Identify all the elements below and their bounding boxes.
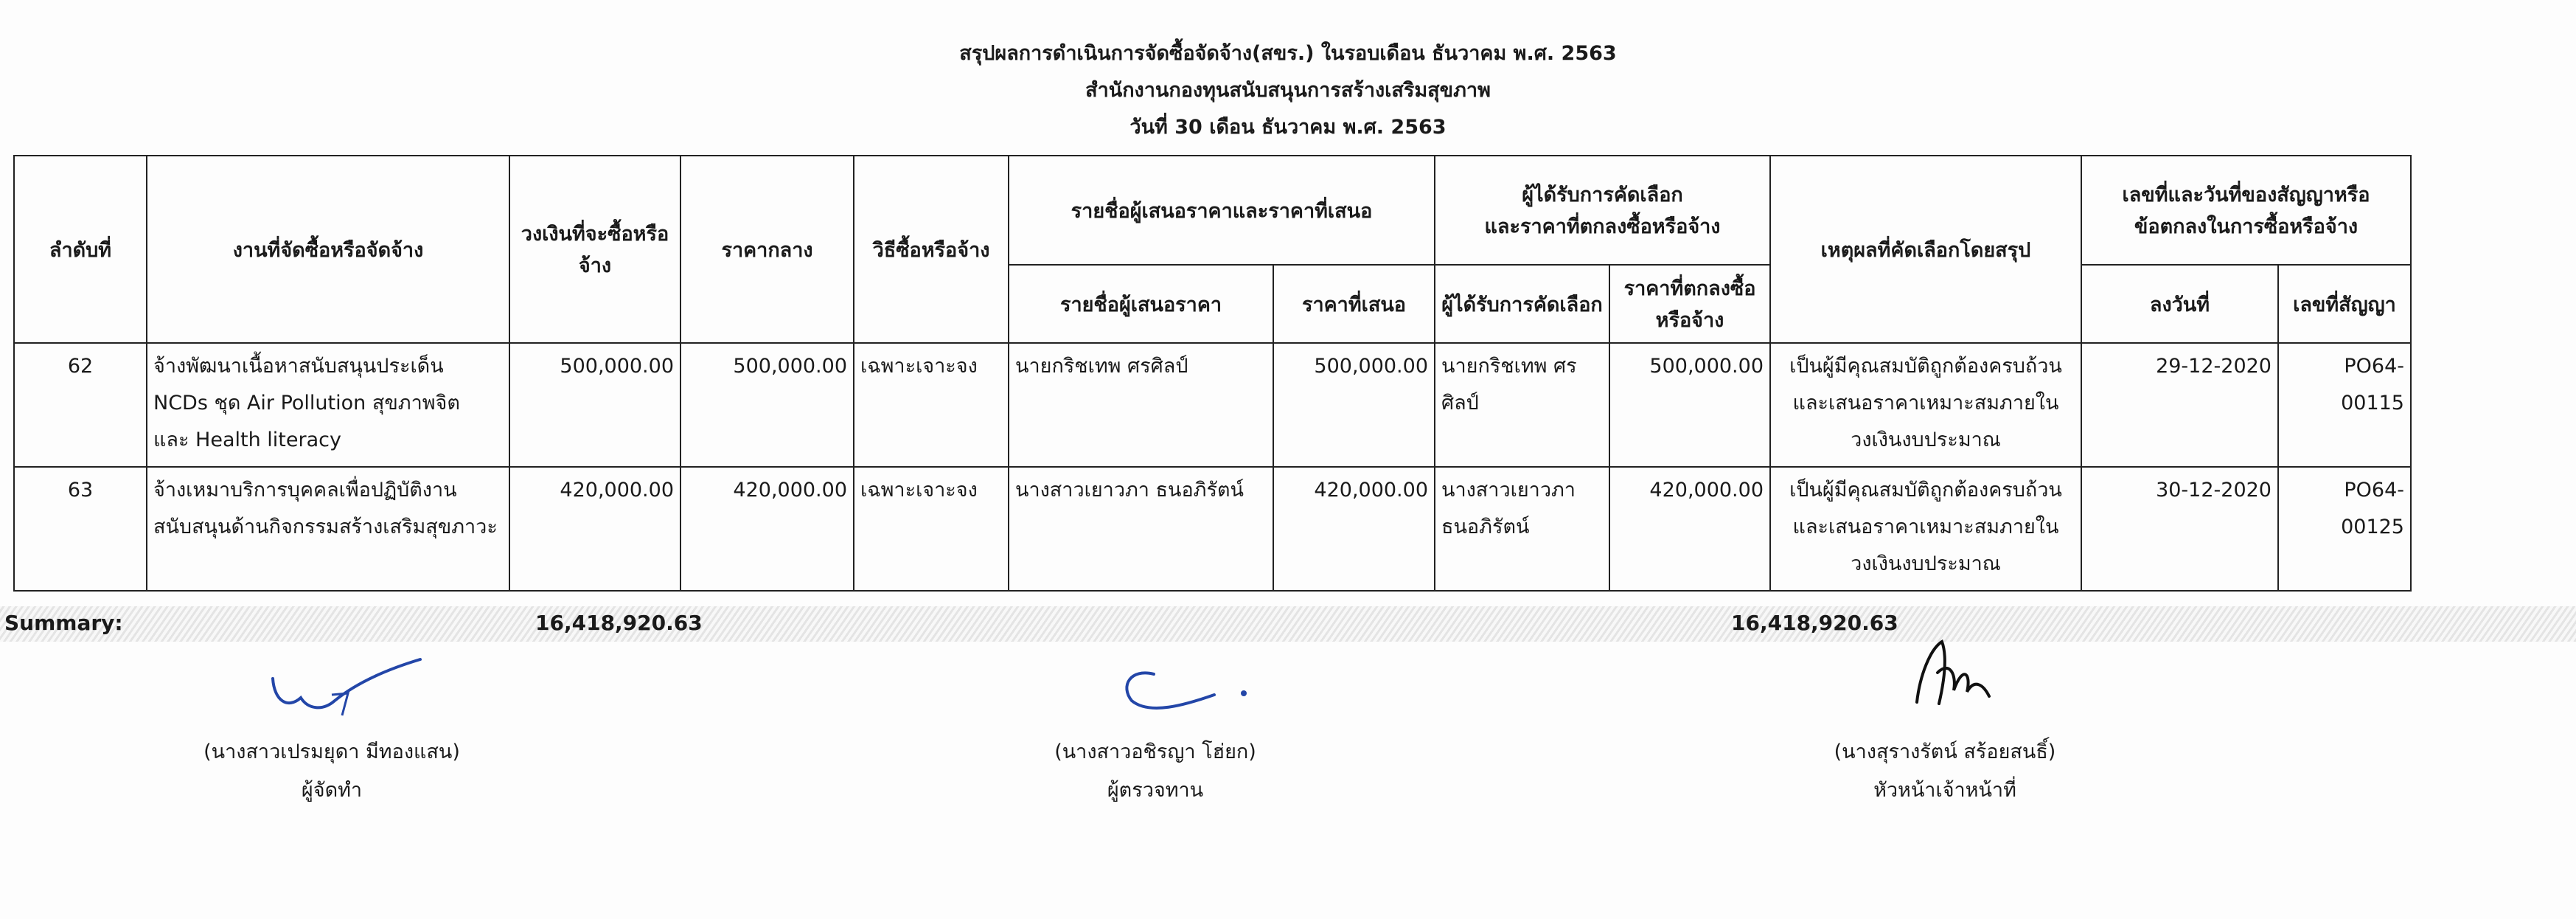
cell-median-price: 500,000.00 — [680, 343, 854, 467]
summary-bar — [0, 606, 2576, 642]
document-header — [0, 35, 2576, 146]
header-selected-group — [1435, 156, 1770, 265]
cell-bid-price: 500,000.00 — [1273, 343, 1435, 467]
cell-bidder: นางสาวเยาวภา ธนอภิรัตน์ — [1009, 467, 1273, 591]
reason-line: และเสนอราคาเหมาะสมภายใน — [1792, 516, 2059, 538]
signer-role: หัวหน้าเจ้าหน้าที่ — [1873, 779, 2016, 802]
signature-block-preparer — [177, 649, 487, 810]
cell-agreed-price: 500,000.00 — [1609, 343, 1770, 467]
cell-no: 63 — [14, 467, 147, 591]
header-bidders-group: รายชื่อผู้เสนอราคาและราคาที่เสนอ — [1009, 156, 1435, 265]
cell-contract-date: 29-12-2020 — [2081, 343, 2278, 467]
reason-line: วงเงินงบประมาณ — [1851, 429, 2001, 451]
header-bidder-name: รายชื่อผู้เสนอราคา — [1009, 265, 1273, 343]
cell-selected: นางสาวเยาวภา ธนอภิรัตน์ — [1435, 467, 1609, 591]
table-row — [14, 343, 2411, 467]
header-contract-group-line1: เลขที่และวันที่ของสัญญาหรือ — [2122, 184, 2370, 207]
header-no: ลำดับที่ — [14, 156, 147, 343]
cell-contract-no: PO64-00125 — [2278, 467, 2411, 591]
signature-preparer-icon — [177, 649, 487, 720]
signature-block-reviewer — [1000, 649, 1310, 810]
signature-reviewer-icon — [1000, 649, 1310, 720]
signer-name: (นางสาวเปรมยุดา มีทองแสน) — [203, 741, 460, 763]
cell-selected: นายกริชเทพ ศรศิลป์ — [1435, 343, 1609, 467]
report-title: สรุปผลการดำเนินการจัดซื้อจัดจ้าง(สขร.) ในรอบเดือน ธันวาคม พ.ศ. 2563 — [959, 42, 1617, 65]
cell-method: เฉพาะเจาะจง — [854, 467, 1009, 591]
header-contract-group-line2: ข้อตกลงในการซื้อหรือจ้าง — [2134, 215, 2359, 238]
work-line: สนับสนุนด้านกิจกรรมสร้างเสริมสุขภาวะ — [153, 516, 498, 538]
cell-budget: 420,000.00 — [509, 467, 680, 591]
cell-method: เฉพาะเจาะจง — [854, 343, 1009, 467]
cell-budget: 500,000.00 — [509, 343, 680, 467]
summary-budget-total: 16,418,920.63 — [535, 611, 703, 635]
cell-work — [147, 467, 509, 591]
cell-median-price: 420,000.00 — [680, 467, 854, 591]
cell-bidder: นายกริชเทพ ศรศิลป์ — [1009, 343, 1273, 467]
table-row — [14, 467, 2411, 591]
reason-line: เป็นผู้มีคุณสมบัติถูกต้องครบถ้วน — [1789, 479, 2062, 502]
header-reason: เหตุผลที่คัดเลือกโดยสรุป — [1770, 156, 2081, 343]
signature-block-head — [1790, 631, 2100, 810]
cell-contract-date: 30-12-2020 — [2081, 467, 2278, 591]
cell-bid-price: 420,000.00 — [1273, 467, 1435, 591]
signer-name: (นางสาวอชิรญา โฮ่ยก) — [1054, 741, 1256, 763]
signature-head-icon — [1790, 631, 2100, 720]
header-contract-date: ลงวันที่ — [2081, 265, 2278, 343]
cell-contract-no: PO64-00115 — [2278, 343, 2411, 467]
header-agreed-price: ราคาที่ตกลงซื้อหรือจ้าง — [1609, 265, 1770, 343]
header-budget: วงเงินที่จะซื้อหรือจ้าง — [509, 156, 680, 343]
cell-reason — [1770, 343, 2081, 467]
work-line: NCDs ชุด Air Pollution สุขภาพจิต — [153, 392, 460, 415]
header-method: วิธีซื้อหรือจ้าง — [854, 156, 1009, 343]
report-date: วันที่ 30 เดือน ธันวาคม พ.ศ. 2563 — [1129, 116, 1447, 139]
work-line: และ Health literacy — [153, 429, 341, 451]
signer-role: ผู้ตรวจทาน — [1107, 779, 1204, 802]
cell-work — [147, 343, 509, 467]
header-contract-group — [2081, 156, 2411, 265]
header-bid-price: ราคาที่เสนอ — [1273, 265, 1435, 343]
header-selected-group-line1: ผู้ได้รับการคัดเลือก — [1522, 184, 1683, 207]
header-contract-no: เลขที่สัญญา — [2278, 265, 2411, 343]
reason-line: เป็นผู้มีคุณสมบัติถูกต้องครบถ้วน — [1789, 355, 2062, 378]
header-work: งานที่จัดซื้อหรือจัดจ้าง — [147, 156, 509, 343]
organization-name: สำนักงานกองทุนสนับสนุนการสร้างเสริมสุขภาพ — [1085, 79, 1491, 102]
cell-no: 62 — [14, 343, 147, 467]
signer-role: ผู้จัดทำ — [301, 779, 363, 802]
summary-agreed-total: 16,418,920.63 — [1731, 611, 1898, 635]
signer-name: (นางสุรางรัตน์ สร้อยสนธิ์) — [1834, 741, 2056, 763]
cell-agreed-price: 420,000.00 — [1609, 467, 1770, 591]
summary-label: Summary: — [4, 611, 123, 635]
reason-line: วงเงินงบประมาณ — [1851, 552, 2001, 575]
work-line: จ้างเหมาบริการบุคคลเพื่อปฏิบัติงาน — [153, 479, 457, 502]
reason-line: และเสนอราคาเหมาะสมภายใน — [1792, 392, 2059, 415]
header-median-price: ราคากลาง — [680, 156, 854, 343]
cell-reason — [1770, 467, 2081, 591]
header-selected-group-line2: และราคาที่ตกลงซื้อหรือจ้าง — [1484, 215, 1721, 238]
procurement-table — [13, 155, 2412, 592]
work-line: จ้างพัฒนาเนื้อหาสนับสนุนประเด็น — [153, 355, 444, 378]
header-selected-name: ผู้ได้รับการคัดเลือก — [1435, 265, 1609, 343]
